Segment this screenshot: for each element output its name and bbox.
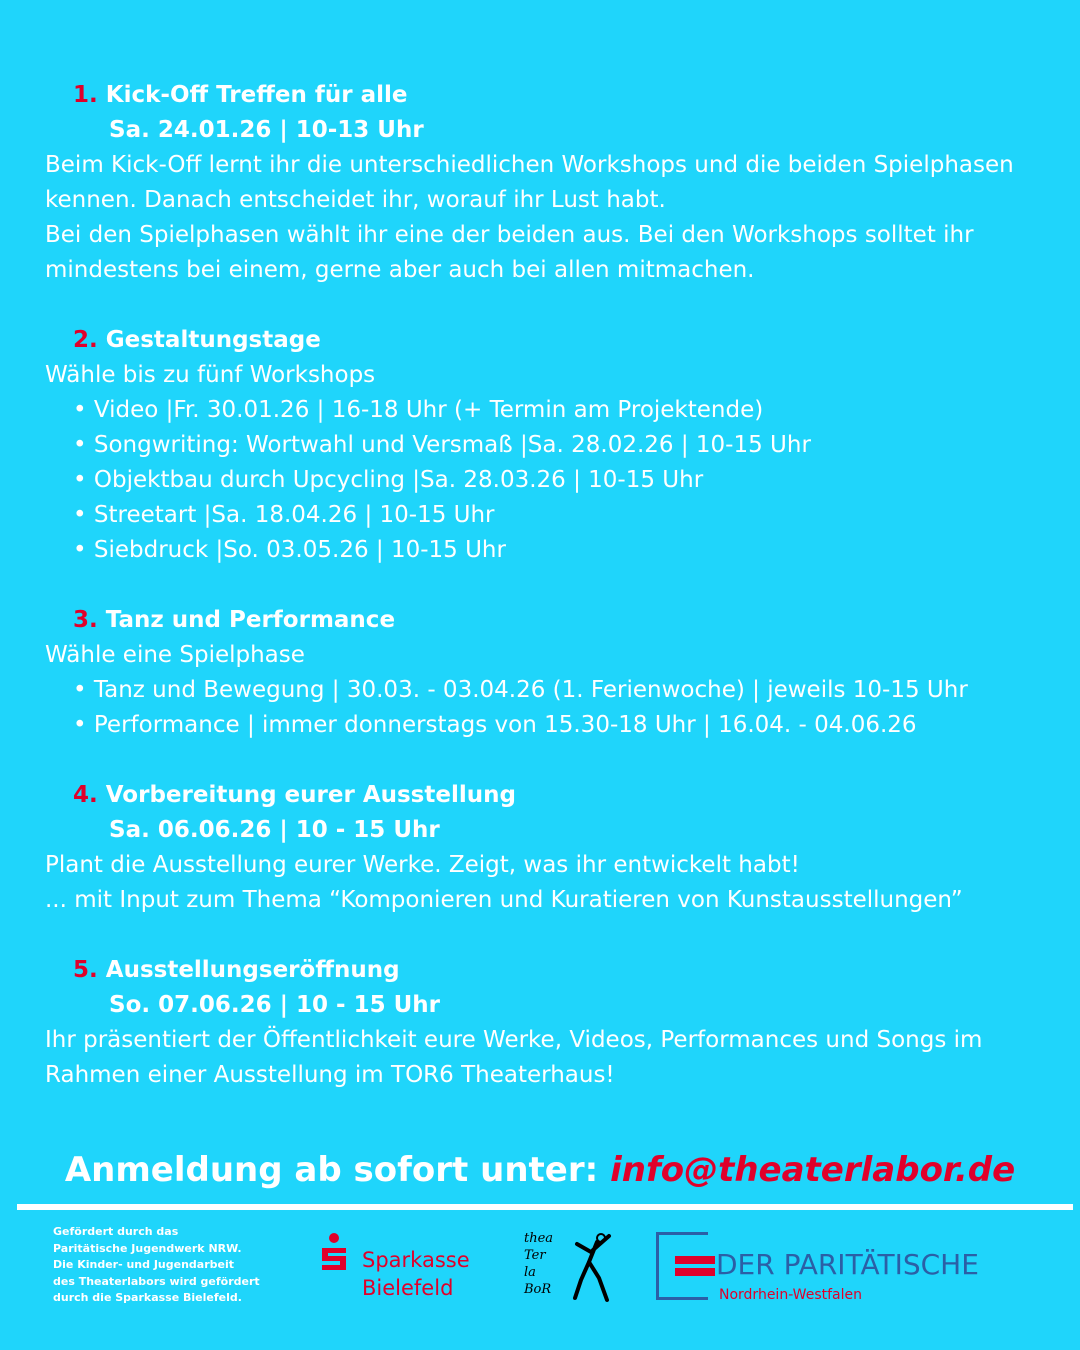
play-phase-item: • Performance | immer donnerstags von 15.30-18 Uhr | 16.04. - 04.06.26 [73,712,917,738]
theaterlabor-letter-line: BoR [524,1282,552,1297]
workshop-item: • Songwriting: Wortwahl und Versmaß |Sa. 28.02.26 | 10-15 Uhr [73,432,811,458]
paritaetische-bar-bottom [675,1268,715,1276]
section-5-text-line: Rahmen einer Ausstellung im TOR6 Theaterhaus! [45,1062,615,1088]
section-2-intro: Wähle bis zu fünf Workshops [45,362,376,388]
section-5-text-line: Ihr präsentiert der Öffentlichkeit eure Werke, Videos, Performances und Songs im [45,1027,983,1053]
paritaetische-name: DER PARITÄTISCHE [716,1248,979,1281]
theaterlabor-letter-line: thea [524,1231,554,1246]
section-number: 3. [73,607,98,633]
funding-note [53,1224,273,1307]
section-3-heading [45,603,1045,638]
section-title: Gestaltungstage [105,327,321,353]
footer-divider [17,1204,1073,1210]
signup-email-link[interactable]: info@theaterlabor.de [610,1150,1016,1190]
section-number: 4. [73,782,98,808]
section-title: Ausstellungseröffnung [105,957,400,983]
section-1-text-line: Bei den Spielphasen wählt ihr eine der beiden aus. Bei den Workshops solltet ihr [45,222,974,248]
section-title: Tanz und Performance [105,607,396,633]
paritaetische-logo [656,1230,1056,1305]
workshop-item: • Objektbau durch Upcycling |Sa. 28.03.26 | 10-15 Uhr [73,467,704,493]
funding-line: durch die Sparkasse Bielefeld. [53,1291,242,1304]
sparkasse-logo [318,1230,488,1302]
section-4-heading [45,778,1045,813]
sparkasse-line: Bielefeld [362,1276,454,1300]
section-title: Kick-Off Treffen für alle [105,82,408,108]
sparkasse-line: Sparkasse [362,1248,470,1272]
section-4-text-line: ... mit Input zum Thema “Komponieren und Kuratieren von Kunstausstellungen” [45,887,963,913]
section-4-text-line: Plant die Ausstellung eurer Werke. Zeigt, was ihr entwickelt habt! [45,852,800,878]
section-5-heading [45,953,1045,988]
section-number: 1. [73,82,98,108]
paritaetische-frame [656,1232,708,1300]
funding-line: des Theaterlabors wird gefördert [53,1274,260,1288]
workshop-item: • Streetart |Sa. 18.04.26 | 10-15 Uhr [73,502,495,528]
signup-banner [0,1150,1080,1190]
workshop-item: • Video |Fr. 30.01.26 | 16-18 Uhr (+ Termin am Projektende) [73,397,764,423]
paritaetische-bar-top [675,1256,715,1264]
section-title: Vorbereitung eurer Ausstellung [105,782,516,808]
section-number: 2. [73,327,98,353]
theaterlabor-letter-line: la [524,1265,536,1280]
section-2-heading [45,323,1045,358]
funding-line: Die Kinder- und Jugendarbeit [53,1258,235,1271]
section-1-text-line: mindestens bei einem, gerne aber auch bei allen mitmachen. [45,257,755,283]
section-4-date: Sa. 06.06.26 | 10 - 15 Uhr [109,817,440,843]
section-5-date: So. 07.06.26 | 10 - 15 Uhr [109,992,440,1018]
play-phase-item: • Tanz und Bewegung | 30.03. - 03.04.26 (1. Ferienwoche) | jeweils 10-15 Uhr [73,677,968,703]
theaterlabor-letter-line: Ter [524,1248,546,1263]
program-content [45,78,1045,1093]
signup-label: Anmeldung ab sofort unter: [64,1150,599,1190]
section-1-date: Sa. 24.01.26 | 10-13 Uhr [109,117,424,143]
theaterlabor-letters [524,1230,553,1298]
sparkasse-s-icon [318,1232,352,1274]
workshop-item: • Siebdruck |So. 03.05.26 | 10-15 Uhr [73,537,506,563]
section-3-intro: Wähle eine Spielphase [45,642,305,668]
section-1-text-line: kennen. Danach entscheidet ihr, worauf ihr Lust habt. [45,187,666,213]
funding-line: Paritätische Jugendwerk NRW. [53,1241,242,1255]
sparkasse-name [362,1246,470,1302]
theaterlabor-logo [521,1228,621,1308]
section-1-heading [45,78,1045,113]
funding-line: Gefördert durch das [53,1225,179,1238]
paritaetische-region: Nordrhein-Westfalen [719,1287,862,1303]
dancer-figure-icon [561,1228,621,1308]
section-1-text-line: Beim Kick-Off lernt ihr die unterschiedlichen Workshops und die beiden Spielphasen [45,152,1014,178]
section-number: 5. [73,957,98,983]
